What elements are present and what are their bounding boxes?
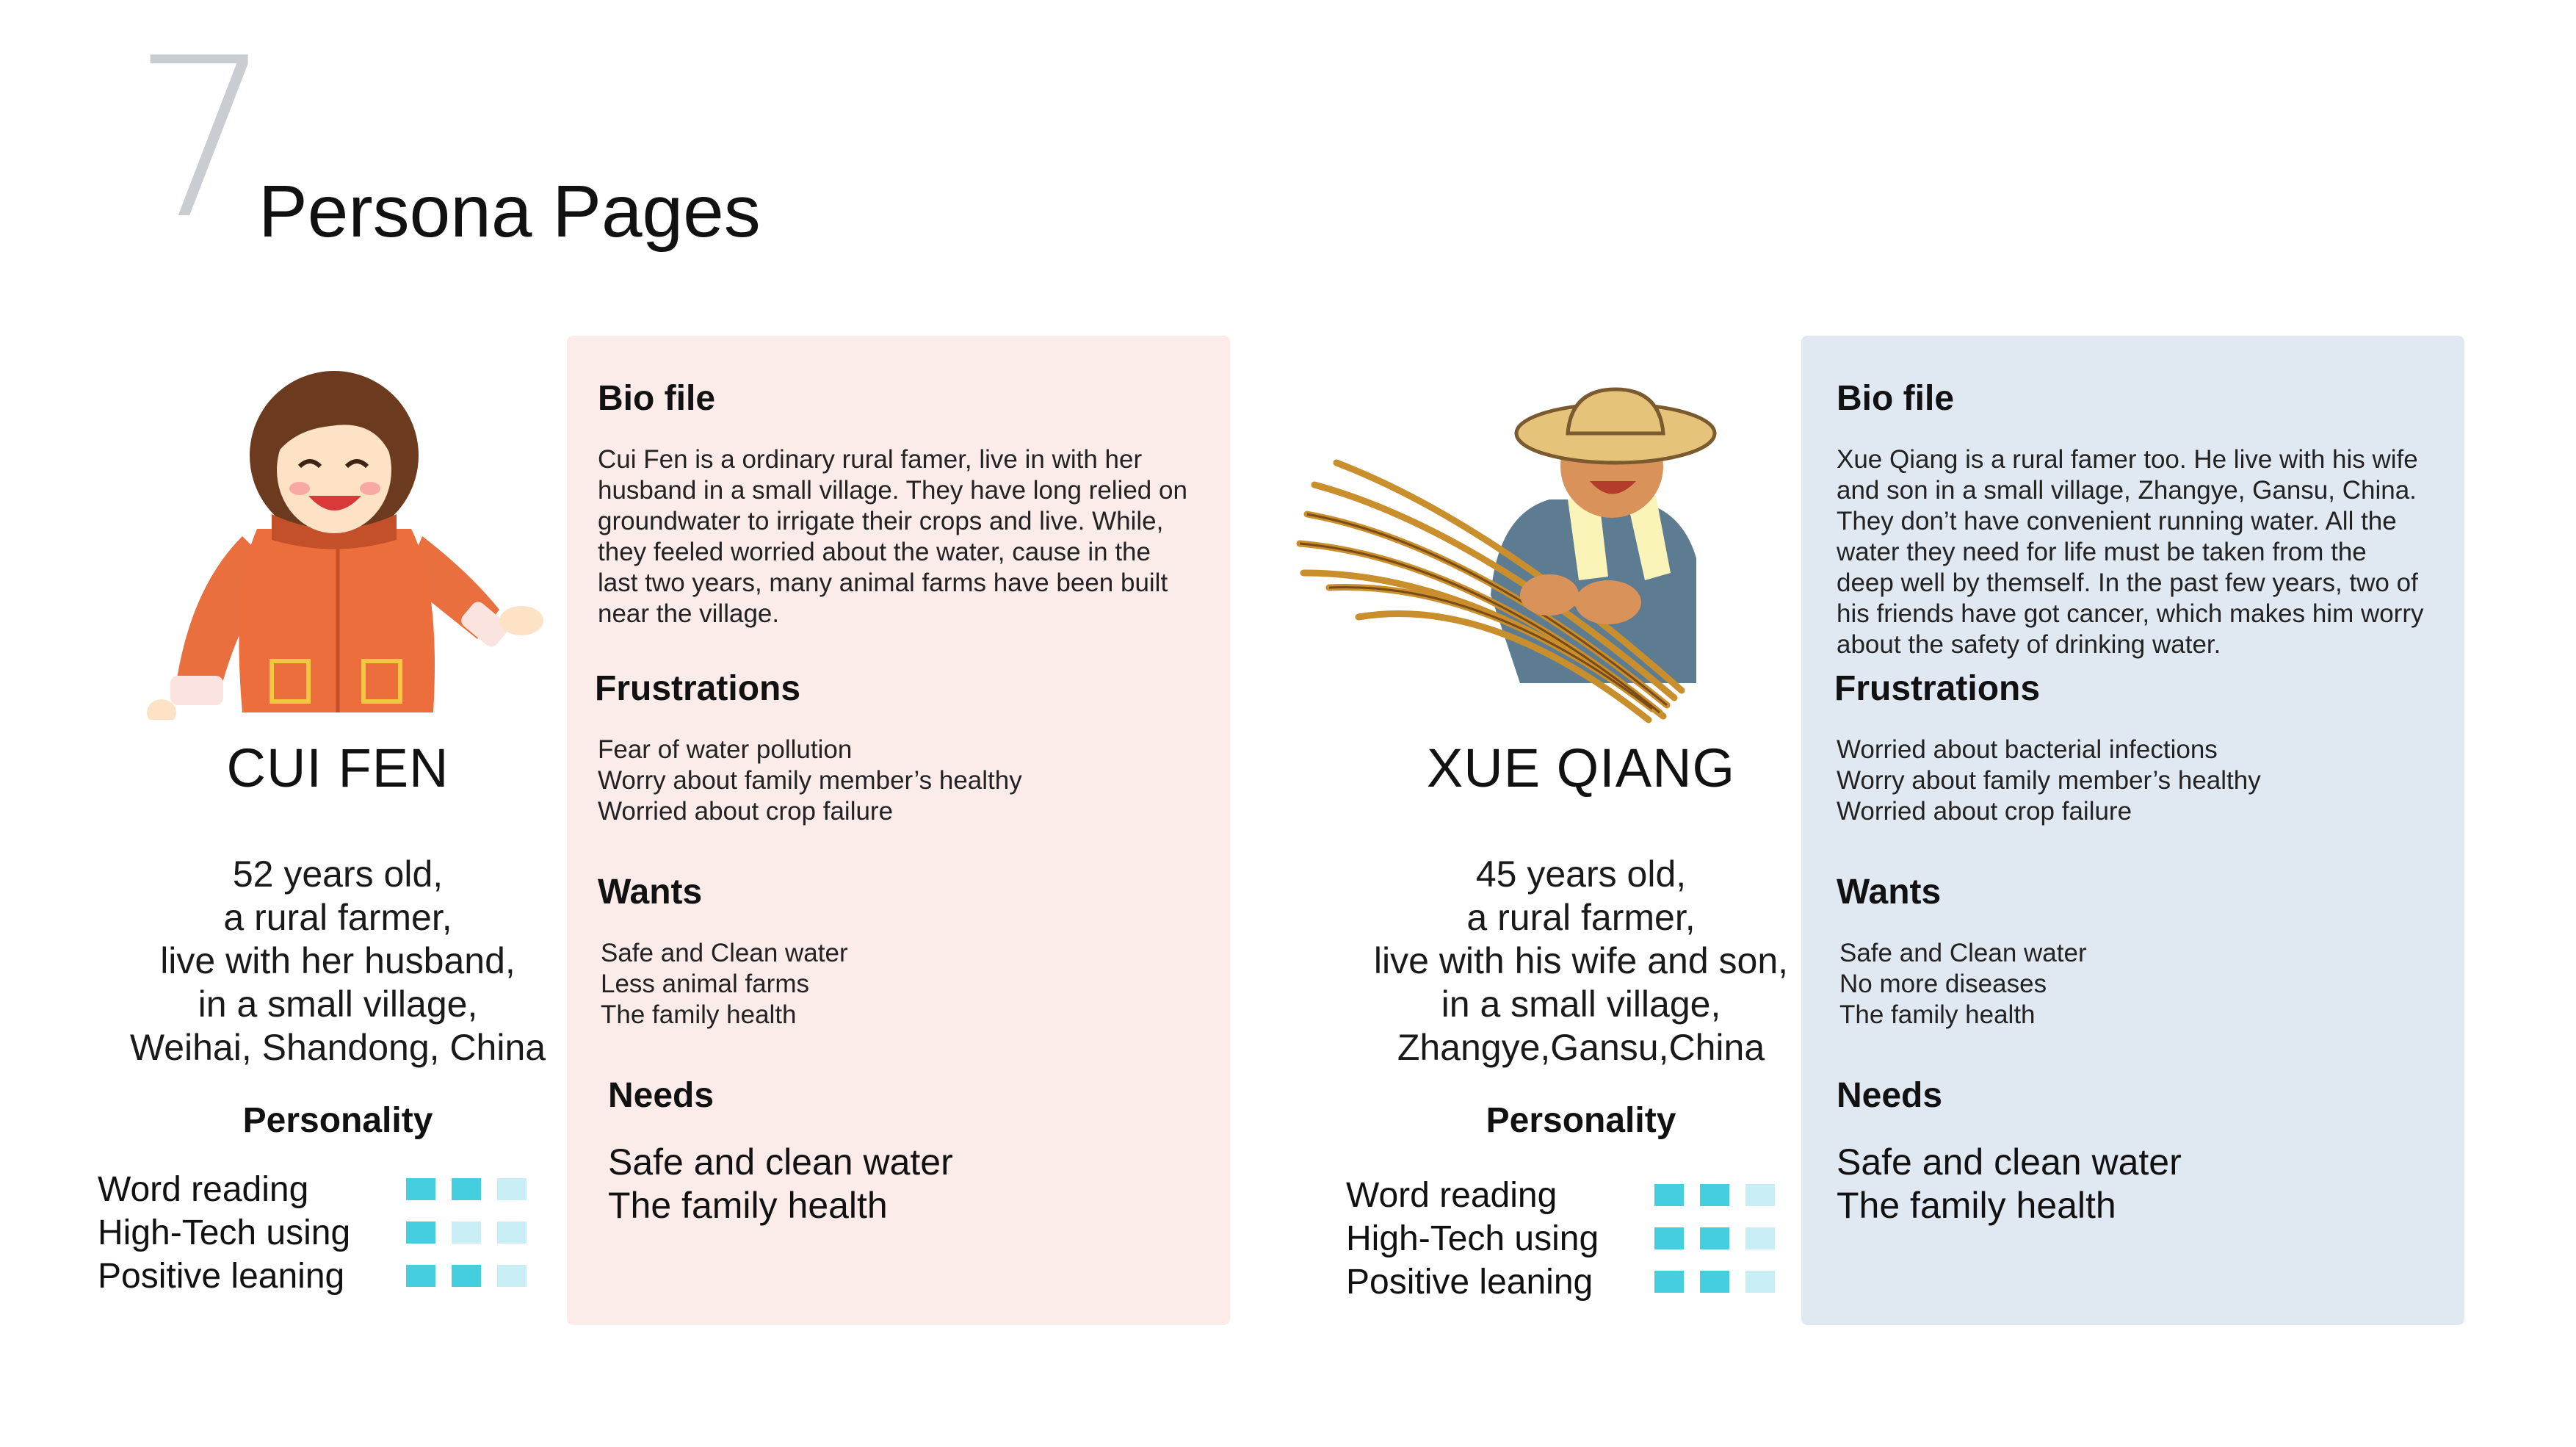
rating-square-filled — [1700, 1271, 1729, 1293]
summary-line: in a small village, — [198, 984, 478, 1025]
need-item: The family health — [608, 1185, 888, 1226]
male-farmer-illustration — [1285, 375, 1740, 727]
rating-square-filled — [1654, 1184, 1684, 1206]
trait-row — [98, 1211, 538, 1255]
frustration-item: Fear of water pollution — [598, 735, 853, 764]
rating-square-empty — [1745, 1184, 1775, 1206]
persona-card-cui-fen — [567, 336, 1230, 1325]
bio-line: about the safety of drinking water. — [1837, 630, 2221, 659]
bio-line: and son in a small village, Zhangye, Gansu, China. — [1837, 476, 2417, 505]
frustration-item: Worried about crop failure — [598, 797, 894, 826]
needs-heading: Needs — [608, 1076, 714, 1115]
bio-heading: Bio file — [1837, 379, 1955, 418]
summary-line: Weihai, Shandong, China — [129, 1027, 546, 1068]
trait-row — [1346, 1217, 1787, 1260]
need-item: The family health — [1837, 1185, 2116, 1226]
wants-list — [601, 938, 848, 1031]
frustration-item: Worried about crop failure — [1837, 797, 2132, 826]
bio-heading: Bio file — [598, 379, 716, 418]
persona-card-xue-qiang — [1801, 336, 2464, 1325]
trait-label: Positive leaning — [1346, 1263, 1593, 1302]
persona-summary — [103, 853, 573, 1069]
bio-text — [598, 444, 1187, 629]
bio-line: They don’t have convenient running water. All the — [1837, 507, 2397, 535]
rating-square-filled — [1700, 1184, 1729, 1206]
need-item: Safe and clean water — [608, 1141, 953, 1183]
summary-line: a rural farmer, — [1466, 897, 1696, 938]
bio-line: they feeled worried about the water, cause in the — [598, 538, 1151, 566]
wants-list — [1839, 938, 2087, 1031]
rating-square-filled — [1654, 1271, 1684, 1293]
rating-square-empty — [452, 1222, 481, 1244]
rating-square-filled — [406, 1265, 435, 1287]
rating-square-empty — [497, 1178, 527, 1200]
trait-label: High-Tech using — [1346, 1219, 1599, 1258]
rating-square-empty — [1745, 1271, 1775, 1293]
trait-label: Positive leaning — [98, 1257, 345, 1296]
needs-list — [1837, 1141, 2182, 1227]
trait-label: Word reading — [1346, 1176, 1557, 1215]
trait-row — [98, 1255, 538, 1298]
rating-square-filled — [1654, 1227, 1684, 1249]
personality-traits — [98, 1168, 538, 1298]
bio-line: groundwater to irrigate their crops and live. While, — [598, 507, 1164, 535]
trait-row — [1346, 1174, 1787, 1217]
rating-square-empty — [497, 1265, 527, 1287]
personality-heading: Personality — [1486, 1101, 1676, 1140]
summary-line: 52 years old, — [232, 854, 444, 895]
rating-square-filled — [406, 1222, 435, 1244]
needs-heading: Needs — [1837, 1076, 1943, 1115]
bio-line: last two years, many animal farms have been built — [598, 569, 1168, 597]
rating-square-empty — [497, 1222, 527, 1244]
slide-number: 7 — [132, 11, 272, 267]
personality-heading: Personality — [242, 1101, 433, 1140]
summary-line: a rural farmer, — [223, 897, 452, 938]
want-item: Safe and Clean water — [601, 939, 848, 967]
want-item: The family health — [601, 1000, 797, 1029]
rating-square-filled — [452, 1265, 481, 1287]
want-item: Less animal farms — [601, 970, 809, 998]
want-item: The family health — [1839, 1000, 2036, 1029]
persona-name: XUE QIANG — [1426, 737, 1736, 798]
trait-row — [98, 1168, 538, 1211]
bio-line: Cui Fen is a ordinary rural famer, live in with her — [598, 445, 1143, 474]
persona-name: CUI FEN — [226, 737, 449, 798]
trait-row — [1346, 1260, 1787, 1304]
persona-summary — [1346, 853, 1816, 1069]
frustrations-list — [598, 735, 1022, 827]
trait-label: Word reading — [98, 1170, 309, 1209]
bio-line: his friends have got cancer, which makes him worry — [1837, 599, 2424, 628]
frustration-item: Worry about family member’s healthy — [1837, 766, 2261, 795]
frustration-item: Worry about family member’s healthy — [598, 766, 1022, 795]
needs-list — [608, 1141, 953, 1227]
rating-square-filled — [1700, 1227, 1729, 1249]
frustrations-heading: Frustrations — [1834, 669, 2041, 708]
summary-line: Zhangye,Gansu,China — [1397, 1027, 1765, 1068]
page-title: Persona Pages — [258, 170, 761, 253]
need-item: Safe and clean water — [1837, 1141, 2182, 1183]
bio-line: Xue Qiang is a rural famer too. He live with his wife — [1837, 445, 2418, 474]
bio-line: deep well by themself. In the past few years, two of — [1837, 569, 2418, 597]
summary-line: live with his wife and son, — [1373, 940, 1789, 981]
woman-farmer-illustration — [132, 367, 543, 720]
rating-square-empty — [1745, 1227, 1775, 1249]
wants-heading: Wants — [1837, 873, 1942, 912]
want-item: No more diseases — [1839, 970, 2047, 998]
personality-traits — [1346, 1174, 1787, 1304]
bio-line: husband in a small village. They have long relied on — [598, 476, 1187, 505]
rating-square-filled — [452, 1178, 481, 1200]
summary-line: in a small village, — [1441, 984, 1721, 1025]
summary-line: live with her husband, — [160, 940, 515, 981]
frustrations-list — [1837, 735, 2261, 827]
summary-line: 45 years old, — [1475, 854, 1687, 895]
bio-text — [1837, 444, 2424, 660]
bio-line: water they need for life must be taken from the — [1837, 538, 2367, 566]
want-item: Safe and Clean water — [1839, 939, 2087, 967]
trait-label: High-Tech using — [98, 1213, 351, 1252]
bio-line: near the village. — [598, 599, 780, 628]
wants-heading: Wants — [598, 873, 703, 912]
frustration-item: Worried about bacterial infections — [1837, 735, 2218, 764]
rating-square-filled — [406, 1178, 435, 1200]
frustrations-heading: Frustrations — [595, 669, 801, 708]
